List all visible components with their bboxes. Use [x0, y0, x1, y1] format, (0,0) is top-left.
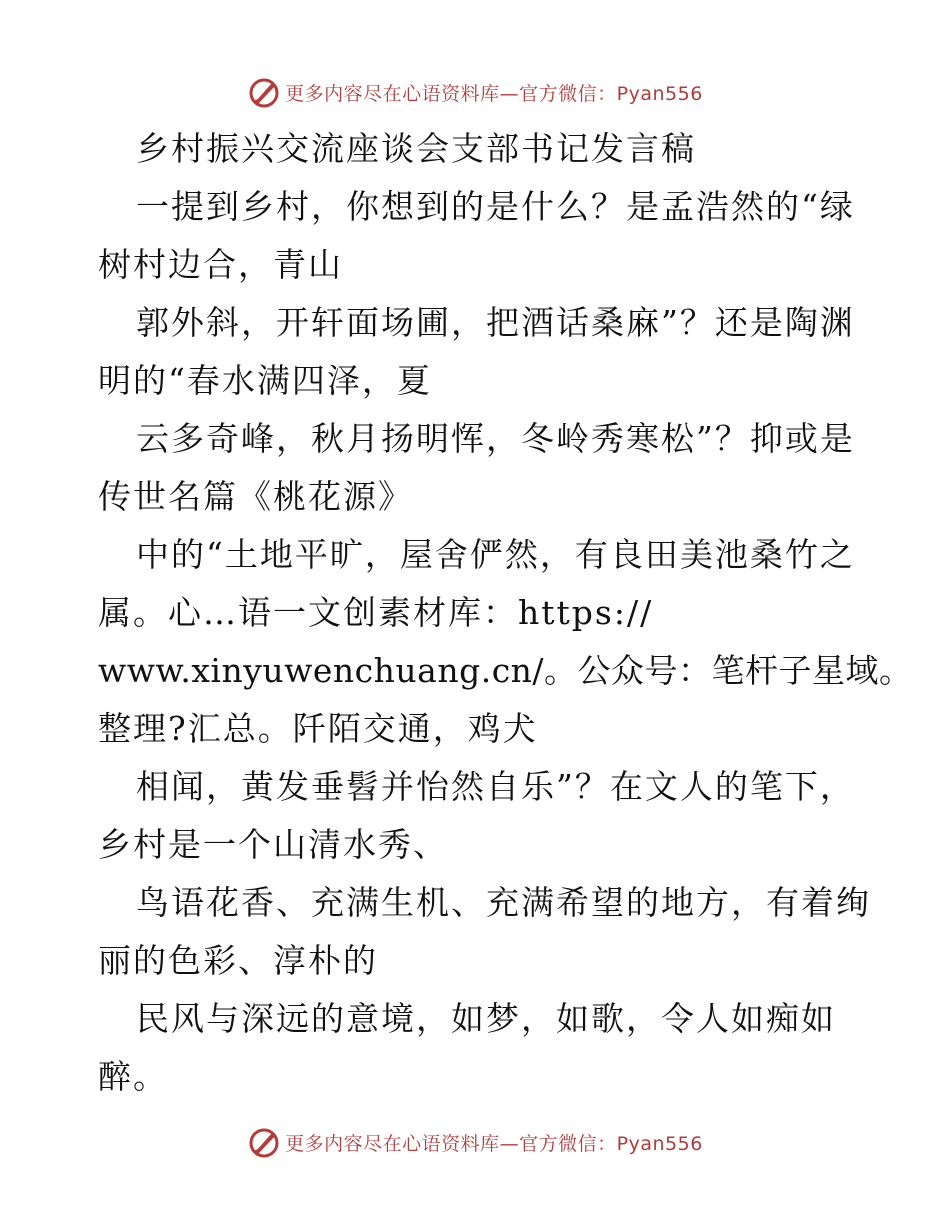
brush-pen-logo-icon [247, 1125, 281, 1159]
document-title: 乡村振兴交流座谈会支部书记发言稿 [136, 129, 696, 168]
paragraph-line: 乡村是一个山清水秀、 [98, 825, 448, 864]
paragraph-line: 树村边合，青山 [98, 245, 343, 284]
document-body [98, 120, 913, 1106]
paragraph-line: 整理?汇总。阡陌交通，鸡犬 [98, 709, 538, 748]
paragraph-line: 属。心…语一文创素材库：https:// [98, 593, 654, 632]
footer-banner-text: 更多内容尽在心语资料库—官方微信：Pyan556 [285, 1132, 703, 1155]
header-banner [0, 72, 950, 112]
paragraph-line: 郭外斜，开轩面场圃，把酒话桑麻”？还是陶渊 [136, 303, 855, 342]
paragraph-line: 云多奇峰，秋月扬明恽，冬岭秀寒松”？抑或是 [136, 419, 855, 458]
header-banner-text: 更多内容尽在心语资料库—官方微信：Pyan556 [285, 82, 703, 105]
paragraph-line: 相闻，黄发垂髫并怡然自乐”？在文人的笔下， [136, 767, 855, 806]
paragraph-line: 民风与深远的意境，如梦，如歌，令人如痴如 [136, 999, 836, 1038]
paragraph-line: 丽的色彩、淳朴的 [98, 941, 378, 980]
paragraph-line: www.xinyuwenchuang.cn/。公众号：笔杆子星域。 [98, 651, 913, 690]
footer-banner [0, 1122, 950, 1162]
paragraph-line: 一提到乡村，你想到的是什么？是孟浩然的“绿 [136, 187, 855, 226]
paragraph-line: 醉。 [98, 1057, 168, 1096]
brush-pen-logo-icon [247, 75, 281, 109]
paragraph-line: 传世名篇《桃花源》 [98, 477, 413, 516]
paragraph-line: 中的“土地平旷，屋舍俨然，有良田美池桑竹之 [136, 535, 855, 574]
paragraph-line: 鸟语花香、充满生机、充满希望的地方，有着绚 [136, 883, 871, 922]
paragraph-line: 明的“春水满四泽，夏 [98, 361, 432, 400]
